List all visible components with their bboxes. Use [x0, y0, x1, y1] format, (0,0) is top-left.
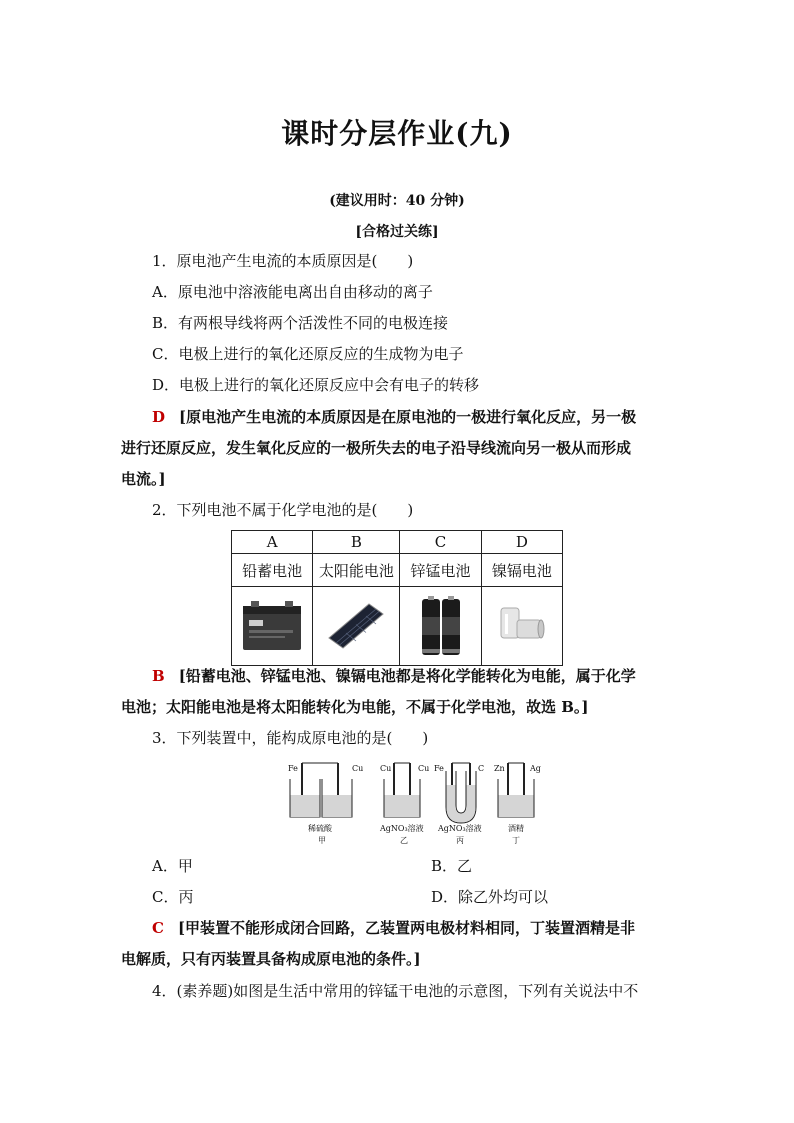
device-bing — [434, 763, 484, 845]
table-header-a: A — [232, 531, 313, 554]
table-header-c: C — [400, 531, 481, 554]
page-title: 课时分层作业(九) — [281, 117, 513, 150]
galvanic-cell-figure — [286, 761, 544, 847]
device-ding — [494, 763, 541, 845]
q3-option-d: D．除乙外均可以 — [431, 888, 549, 906]
section-heading: [合格过关练] — [355, 224, 439, 240]
q2-answer: B — [152, 667, 165, 685]
q1-explanation-line-3: 电流。] — [121, 470, 166, 488]
zinc-manganese-battery-icon — [400, 587, 481, 666]
lead-acid-battery-icon — [232, 587, 313, 666]
q3-option-a: A．甲 — [152, 857, 193, 875]
solution-label-jia: 稀硫酸 — [308, 824, 332, 833]
electrode-label-yi-2: Cu — [418, 764, 430, 773]
q3-explanation-line-1: C [甲装置不能形成闭合回路，乙装置两电极材料相同，丁装置酒精是非 — [152, 919, 636, 937]
device-label-ding: 丁 — [512, 836, 520, 845]
device-label-bing: 丙 — [456, 836, 464, 845]
battery-name-b: 太阳能电池 — [313, 554, 400, 587]
solar-panel-icon — [313, 587, 400, 666]
q1-option-a: A．原电池中溶液能电离出自由移动的离子 — [152, 283, 433, 301]
q2-explanation-line-2: 电池；太阳能电池是将太阳能转化为电能，不属于化学电池，故选 B。] — [121, 698, 589, 716]
electrode-label-jia-2: Cu — [352, 764, 364, 773]
q4-stem: 4．(素养题)如图是生活中常用的锌锰干电池的示意图，下列有关说法中不 — [152, 982, 639, 1000]
battery-table — [231, 530, 563, 666]
q2-explanation-line-1: B [铅蓄电池、锌锰电池、镍镉电池都是将化学能转化为电能，属于化学 — [152, 667, 636, 685]
device-label-jia: 甲 — [318, 836, 326, 845]
time-suggestion: (建议用时：40 分钟) — [329, 193, 465, 209]
table-header-b: B — [313, 531, 400, 554]
electrode-label-ding-1: Zn — [494, 764, 505, 773]
table-header-d: D — [481, 531, 562, 554]
q3-answer: C — [152, 919, 164, 937]
electrode-label-yi-1: Cu — [380, 764, 392, 773]
q3-option-c: C．丙 — [152, 888, 194, 906]
electrode-label-jia-1: Fe — [288, 764, 298, 773]
q1-explanation-line-1: D [原电池产生电流的本质原因是在原电池的一极进行氧化反应，另一极 — [152, 408, 637, 426]
q1-option-b: B．有两根导线将两个活泼性不同的电极连接 — [152, 314, 449, 332]
battery-name-c: 锌锰电池 — [400, 554, 481, 587]
solution-label-bing: AgNO₃溶液 — [438, 824, 482, 833]
electrode-label-bing-1: Fe — [434, 764, 444, 773]
battery-name-a: 铅蓄电池 — [232, 554, 313, 587]
q3-option-b: B．乙 — [431, 857, 473, 875]
q3-explanation-line-2: 电解质，只有丙装置具备构成原电池的条件。] — [121, 950, 421, 968]
battery-name-d: 镍镉电池 — [481, 554, 562, 587]
q1-option-c: C．电极上进行的氧化还原反应的生成物为电子 — [152, 345, 464, 363]
solution-label-ding: 酒精 — [508, 824, 524, 833]
device-yi — [379, 763, 429, 845]
solution-label-yi: AgNO₃溶液 — [380, 824, 424, 833]
q1-answer: D — [152, 408, 166, 426]
q1-explanation-line-2: 进行还原反应，发生氧化反应的一极所失去的电子沿导线流向另一极从而形成 — [121, 439, 632, 457]
electrode-label-bing-2: C — [478, 764, 485, 773]
device-jia — [288, 763, 363, 845]
nickel-cadmium-battery-icon — [481, 587, 562, 666]
q3-stem: 3．下列装置中，能构成原电池的是( ) — [152, 729, 429, 747]
electrode-label-ding-2: Ag — [530, 764, 541, 773]
q2-stem: 2．下列电池不属于化学电池的是( ) — [152, 501, 414, 519]
q1-stem: 1．原电池产生电流的本质原因是( ) — [152, 252, 414, 270]
device-label-yi: 乙 — [400, 836, 408, 845]
q1-option-d: D．电极上进行的氧化还原反应中会有电子的转移 — [152, 376, 480, 394]
